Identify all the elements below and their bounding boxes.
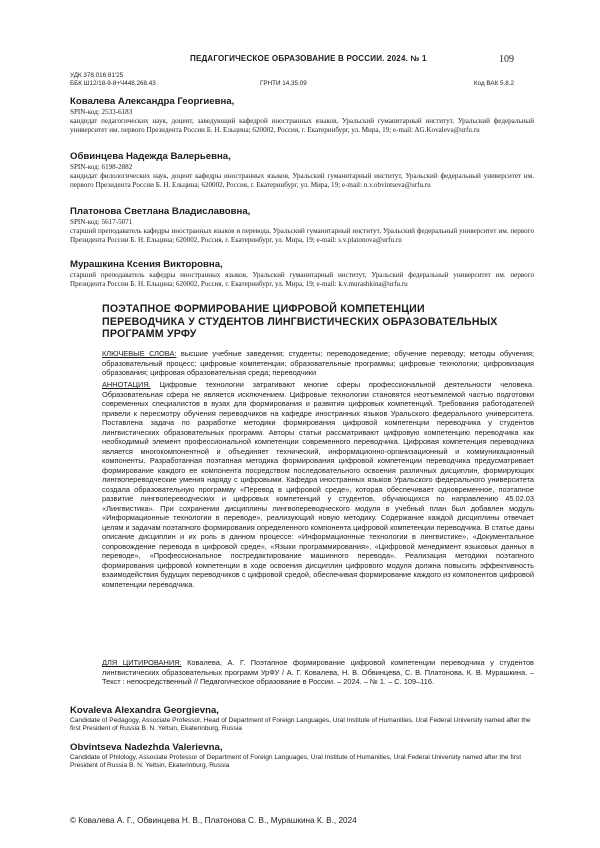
keywords-section bbox=[102, 349, 534, 378]
keywords-label: КЛЮЧЕВЫЕ СЛОВА: bbox=[102, 349, 177, 358]
author-details-en: Candidate of Philology, Associate Professor of Department of Foreign Languages, Ural Institute of Humanities, Ural Federal University named after the first President of Russia B. N. Yeltsin, Ekaterinburg, Russia bbox=[70, 754, 522, 770]
spin-code: SPIN-код: 5617-5071 bbox=[70, 218, 133, 226]
author-name: Мурашкина Ксения Викторовна, bbox=[70, 259, 223, 270]
author-name: Обвинцева Надежда Валерьевна, bbox=[70, 151, 231, 162]
bbk-code: ББК Ш12/18-9-8+Ч448.268.43 bbox=[70, 80, 156, 87]
author-ru-1 bbox=[70, 96, 534, 136]
spin-code: SPIN-код: 2533-6183 bbox=[70, 108, 133, 116]
page-number: 109 bbox=[499, 54, 514, 65]
citation-text: Ковалева, А. Г. Поэтапное формирование цифровой компетенции переводчика у студентов лингвистических образовательных программ УрФУ / А. Г. Ковалева, Н. В. Обвинцева, С. В. Платонова, К. В. Мурашкина. – Текст : непосредственный // Педагогическое образование в России. – 2024. – № 1. – С. 109–116. bbox=[102, 658, 534, 686]
author-name: Платонова Светлана Владиславовна, bbox=[70, 206, 251, 217]
vak-code: Код ВАК 5.8.2 bbox=[473, 80, 514, 87]
abstract-section bbox=[102, 380, 534, 589]
author-details: кандидат филологических наук, доцент кафедры иностранных языков, Уральский гуманитарный институт, Уральский федеральный университет им. первого Президента России Б. Н. Ельцина; 620002, Россия, г. Екатеринбург, ул. Мира, 19; e-mail: n.v.obvintseva@urfu.ru bbox=[70, 172, 534, 190]
author-en-2 bbox=[70, 742, 534, 771]
copyright: © Ковалева А. Г., Обвинцева Н. В., Платонова С. В., Мурашкина К. В., 2024 bbox=[70, 816, 357, 825]
author-ru-2 bbox=[70, 151, 534, 191]
article-title: ПОЭТАПНОЕ ФОРМИРОВАНИЕ ЦИФРОВОЙ КОМПЕТЕНЦИИ ПЕРЕВОДЧИКА У СТУДЕНТОВ ЛИНГВИСТИЧЕСКИХ ОБРАЗОВАТЕЛЬНЫХ ПРОГРАММ УРФУ bbox=[102, 303, 498, 340]
grnti-code: ГРНТИ 14.35.09 bbox=[260, 80, 307, 87]
author-name: Ковалева Александра Георгиевна, bbox=[70, 96, 235, 107]
abstract-label: АННОТАЦИЯ. bbox=[102, 380, 151, 389]
author-name-en: Obvintseva Nadezhda Valerievna, bbox=[70, 742, 223, 753]
author-name-en: Kovaleva Alexandra Georgievna, bbox=[70, 705, 219, 716]
author-ru-3 bbox=[70, 206, 534, 246]
author-en-1 bbox=[70, 705, 534, 734]
author-details: кандидат педагогических наук, доцент, заведующий кафедрой иностранных языков, Уральский гуманитарный институт, Уральский федеральный университет им. первого Президента России Б. Н. Ельцина; 620002, Россия, г. Екатеринбург, ул. Мира, 19; e-mail: AG.Kovaleva@urfu.ru bbox=[70, 117, 534, 135]
author-details: старший преподаватель кафедры иностранных языков, Уральский гуманитарный институт, Уральский федеральный университет им. первого Президента России Б. Н. Ельцина; 620002, Россия, г. Екатеринбург, ул. Мира, 19; e-mail: k.v.murashkina@urfu.ru bbox=[70, 271, 534, 289]
journal-header: ПЕДАГОГИЧЕСКОЕ ОБРАЗОВАНИЕ В РОССИИ. 2024. № 1 bbox=[190, 54, 427, 63]
citation-section bbox=[102, 658, 534, 687]
citation-label: ДЛЯ ЦИТИРОВАНИЯ: bbox=[102, 658, 182, 667]
author-details: старший преподаватель кафедры иностранных языков и перевода, Уральский гуманитарный институт, Уральский федеральный университет им. первого Президента России Б. Н. Ельцина; 620002, Россия, г. Екатеринбург, ул. Мира, 19; e-mail: s.v.platonova@urfu.ru bbox=[70, 227, 534, 245]
udk-code: УДК 378.016:81'25 bbox=[70, 72, 124, 79]
author-details-en: Candidate of Pedagogy, Associate Professor, Head of Department of Foreign Languages, Ural Institute of Humanities, Ural Federal University named after the first President of Russia B. N. Yeltsin, Ekaterinburg, Russia bbox=[70, 717, 531, 733]
author-ru-4 bbox=[70, 259, 534, 289]
abstract-text: Цифровые технологии затрагивают многие сферы профессиональной деятельности человека. Образовательная сфера не является исключением. Цифровые технологии становятся неотъемлемой частью подготовки современных специалистов в вузах для формирования и развития цифровых компетенций. Требования работодателей привели к пересмотру обучения переводчиков на кафедре иностранных языков Уральского федерального университета. Поставлена задача по разработке методики формирования цифровой компетенции переводчика у студентов лингвистических образовательных программ. Авторы статьи рассматривают цифровую компетенцию переводчика как необходимый элемент профессиональной компетенции современного переводчика. Цифровая компетенция переводчика является многокомпонентной и объединяет технический, информационно-организационный и коммуникационный компоненты. Разработанная поэтапная методика формирования цифровой компетенции переводчика предусматривает формирование каждого ее компонента посредством последовательного освоения различных дисциплин, формирующих лингвопереводческие умения наряду с цифровыми. Кафедра иностранных языков Уральского федерального университета создала образовательную программу «Перевод в цифровой среде», которая обеспечивает одновременное, поэтапное развитие лингвопереводческих и цифровых компетенций у студентов, обучающихся по направлению 45.02.03 «Лингвистика». При сохранении дисциплины лингвопереводческого модуля в учебный план был добавлен модуль «Информационные технологии в переводе», реализующий новую методику. Содержание каждой дисциплины отвечает целям и задачам поэтапного формирования определенного компонента цифровой компетенции переводчика. В статье даны описание дисциплин и их роль в данном процессе: «Информационные технологии в лингвистике», «Документальное сопровождение перевода в цифровой среде», «Языки программирования», «Цифровой менеджмент языковых данных в переводе», «Профессиональное постредактирование машинного перевода». Реализация методики поэтапного формирования цифровой компетенции в ходе освоения дисциплин цифрового модуля должна повысить эффективность взаимодействия будущих переводчиков с цифровой средой, обеспечивая формирование каждого из компонентов цифровой компетенции переводчика. bbox=[102, 380, 534, 589]
keywords-text: высшие учебные заведения; студенты; переводоведение; обучение переводу; методы обучения; образовательный процесс; цифровые компетенции; образовательные программы; цифровые технологии; цифровизация образования; цифровая образовательная среда; переводчики bbox=[102, 349, 535, 377]
spin-code: SPIN-код: 6198-2882 bbox=[70, 163, 133, 171]
classification-codes bbox=[70, 72, 514, 88]
